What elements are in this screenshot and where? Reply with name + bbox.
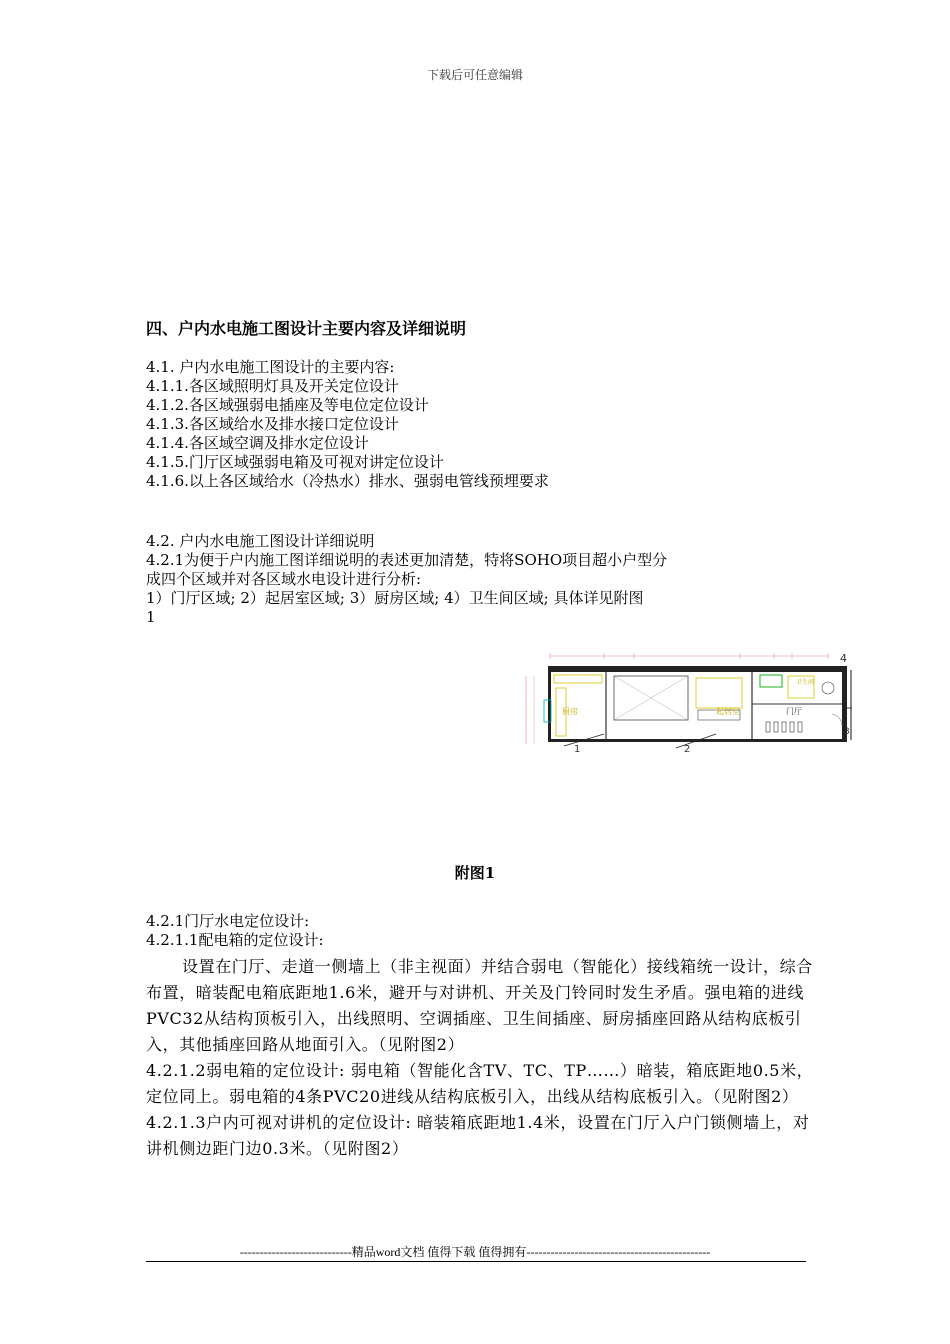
label-bath: 卫生间 (796, 679, 815, 686)
list-item: 4.1.3.各区域给水及排水接口定位设计 (146, 415, 399, 433)
floor-plan-figure (516, 648, 852, 752)
footer-rule (146, 1261, 806, 1262)
section-4-2-1-1-heading: 4.2.1.1配电箱的定位设计: (146, 931, 324, 949)
paragraph-distribution-box: 设置在门厅、走道一侧墙上（非主视面）并结合弱电（智能化）接线箱统一设计，综合布置，暗装配电箱底距地1.6米，避开与对讲机、开关及门铃同时发生矛盾。强电箱的进线PVC32从结构顶板引入，出线照明、空调插座、卫生间插座、厨房插座回路从结构底板引入，其他插座回路从地面引入。（见附图2） (146, 957, 813, 1054)
list-item: 4.1.1.各区域照明灯具及开关定位设计 (146, 377, 399, 395)
label-number: 2 (684, 744, 691, 752)
page-header-note: 下载后可任意编辑 (426, 68, 523, 82)
label-kitchen: 厨房 (562, 707, 578, 716)
section-title: 四、户内水电施工图设计主要内容及详细说明 (146, 319, 467, 338)
paragraph-weak-current-box: 4.2.1.2弱电箱的定位设计: 弱电箱（智能化含TV、TC、TP……）暗装，箱底距地0.5米，定位同上。弱电箱的4条PVC20进线从结构底板引入，出线从结构底板引入。（见附图2） (146, 1061, 814, 1106)
list-item: 4.1.4.各区域空调及排水定位设计 (146, 434, 369, 452)
list-item: 4.1.6.以上各区域给水（冷热水）排水、强弱电管线预埋要求 (146, 472, 549, 490)
section-4-2-heading: 4.2. 户内水电施工图设计详细说明 (146, 532, 375, 550)
label-foyer: 门厅 (786, 707, 802, 716)
label-number: 4 (840, 652, 847, 665)
section-4-2 (146, 532, 826, 627)
label-living: 起居室 (716, 707, 740, 716)
figure-caption: 附图1 (454, 864, 496, 882)
section-4-2-line: 1）门厅区域; 2）起居室区域; 3）厨房区域; 4）卫生间区域; 具体详见附图 (146, 589, 644, 607)
section-4-2-line: 1 (146, 608, 156, 626)
footer-text: ----------------------------精品word文档 值得下载 值得拥有---------------------------------------------- (239, 1245, 711, 1259)
label-number: 3 (844, 727, 850, 737)
paragraph-intercom: 4.2.1.3户内可视对讲机的定位设计: 暗装箱底距地1.4米，设置在门厅入户门锁侧墙上，对讲机侧边距门边0.3米。（见附图2） (146, 1113, 810, 1158)
section-4-2-1 (146, 912, 826, 1162)
label-number: 1 (574, 744, 581, 752)
section-4-1 (146, 358, 826, 491)
section-4-2-line: 成四个区域并对各区域水电设计进行分析: (146, 570, 422, 588)
list-item: 4.1.5.门厅区域强弱电箱及可视对讲定位设计 (146, 453, 444, 471)
list-item: 4.1.2.各区域强弱电插座及等电位定位设计 (146, 396, 429, 414)
section-4-2-1-heading: 4.2.1门厅水电定位设计: (146, 912, 310, 930)
section-4-1-heading: 4.1. 户内水电施工图设计的主要内容: (146, 358, 395, 376)
section-4-2-line: 4.2.1为便于户内施工图详细说明的表述更加清楚，特将SOHO项目超小户型分 (146, 551, 668, 569)
